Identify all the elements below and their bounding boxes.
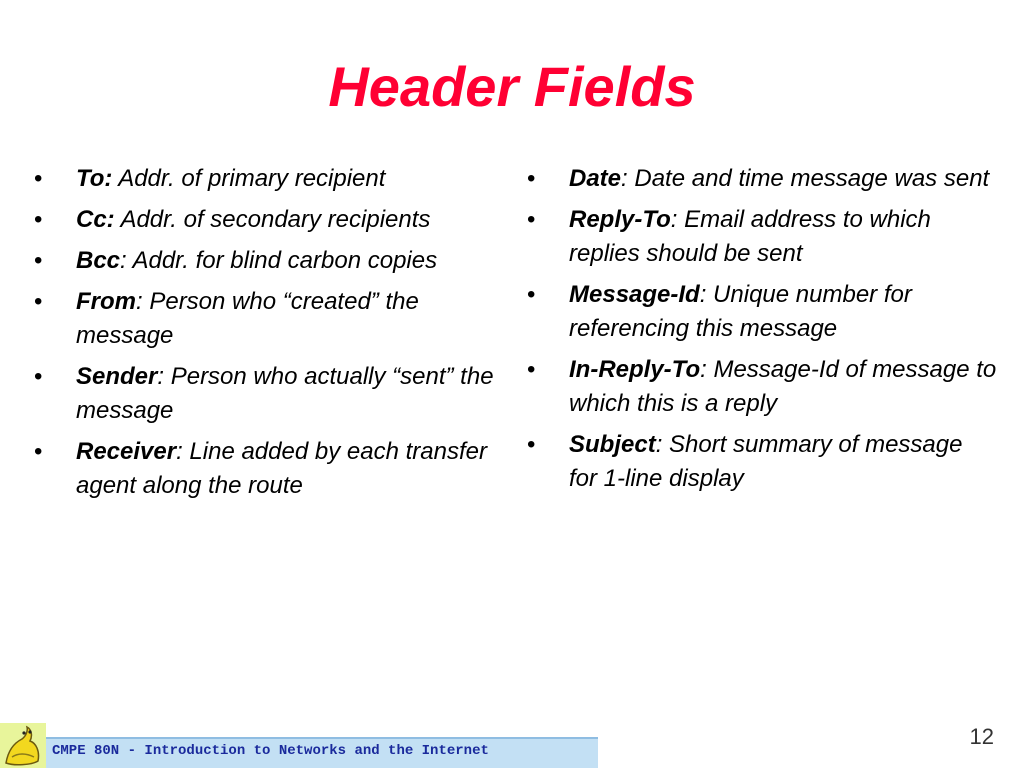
field-term: Bcc (76, 247, 121, 274)
list-item (527, 428, 997, 496)
list-item (527, 353, 997, 421)
banana-slug-mascot-icon (0, 723, 46, 768)
bullet-icon: • (527, 431, 536, 458)
slide-title: Header Fields (328, 55, 696, 118)
list-item (527, 278, 997, 346)
field-term: From (76, 288, 136, 315)
list-item (34, 360, 514, 428)
field-term: In-Reply-To (569, 356, 701, 383)
list-item (34, 244, 514, 278)
bullet-icon: • (527, 165, 536, 192)
field-description: : Date and time message was sent (621, 165, 990, 192)
field-term: Message-Id (569, 281, 700, 308)
field-term: Reply-To (569, 206, 671, 233)
list-item (34, 162, 514, 196)
field-description: : Person who “created” the message (76, 288, 419, 349)
field-term: To: (76, 165, 113, 192)
bullet-icon: • (34, 288, 43, 315)
footer-course-title: CMPE 80N - Introduction to Networks and the Internet (52, 743, 489, 759)
left-field-list (34, 162, 514, 510)
field-description: : Unique number for referencing this message (569, 281, 912, 342)
page-number: 12 (969, 724, 994, 749)
field-term: Sender (76, 363, 158, 390)
bullet-icon: • (34, 438, 43, 465)
bullet-icon: • (34, 363, 43, 390)
field-description: : Email address to which replies should be sent (569, 206, 931, 267)
field-description: : Person who actually “sent” the message (76, 363, 494, 424)
list-item (527, 162, 997, 196)
bullet-icon: • (527, 281, 536, 308)
bullet-icon: • (34, 165, 43, 192)
right-field-list (527, 162, 997, 503)
field-description: Addr. of secondary recipients (114, 206, 431, 233)
field-description: : Message-Id of message to which this is a reply (569, 356, 997, 417)
field-term: Subject (569, 431, 656, 458)
field-term: Cc: (76, 206, 115, 233)
list-item (34, 203, 514, 237)
field-description: : Short summary of message for 1-line display (569, 431, 963, 492)
bullet-icon: • (34, 247, 43, 274)
bullet-icon: • (34, 206, 43, 233)
bullet-icon: • (527, 206, 536, 233)
field-term: Date (569, 165, 622, 192)
list-item (34, 285, 514, 353)
field-description: : Line added by each transfer agent along the route (76, 438, 487, 499)
field-term: Receiver (76, 438, 177, 465)
field-description: : Addr. for blind carbon copies (120, 247, 438, 274)
list-item (34, 435, 514, 503)
list-item (527, 203, 997, 271)
field-description: Addr. of primary recipient (112, 165, 386, 192)
bullet-icon: • (527, 356, 536, 383)
